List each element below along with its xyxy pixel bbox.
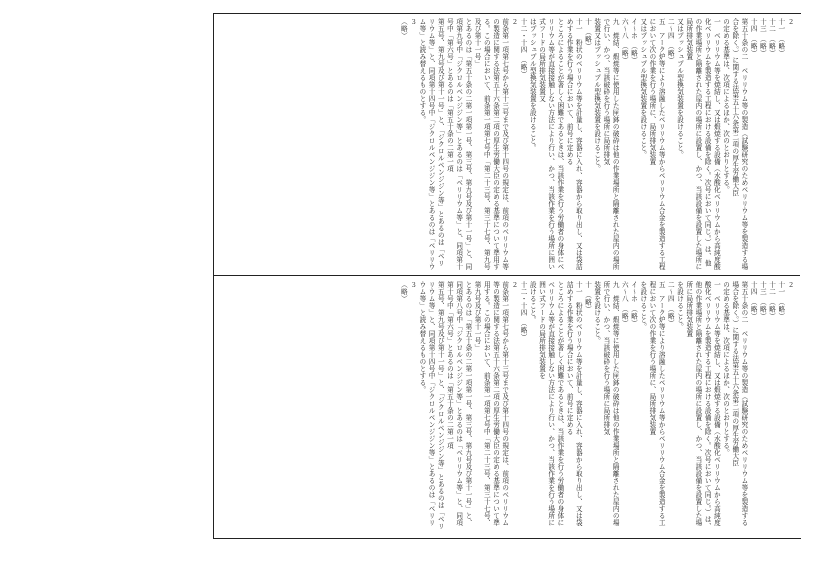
- text-column: 十 （略）: [583, 281, 592, 313]
- text-column: イ〜ホ （略）: [629, 18, 638, 64]
- text-column: 十二・十四 （略）: [519, 281, 528, 341]
- text-column: 十三 （略）: [758, 18, 767, 57]
- text-column: 二〜四 （略）: [666, 18, 675, 64]
- text-column: 第五十条の二 ベリリウム等の製造（試験研究のためベリリウム等を製造する場合を除く。）に関する法第五十六条第二項の厚生労働大臣: [730, 18, 748, 270]
- text-column: 五 アーク炉等により溶融したベリリウム等からベリリウム合金を製造する工程において次の作業を行う場所に、局所排気装置: [647, 281, 666, 526]
- text-column: 第五十条の二 ベリリウム等の製造（試験研究のためベリリウム等を製造する場合を除く。）に関する法第五十六条第二項の厚生労働大臣: [730, 281, 748, 526]
- text-column: 十四 （略）: [749, 281, 758, 320]
- text-column: とあるのは「第五十条の二第一項第一号、第三号、第九号及び第十一号」と、同項第九号中「ジクロルベンジジン等」とあるのは「ベリリウム等」と、同項第十号中「第六号」とあるのは「第五十条の二第一項: [445, 18, 472, 270]
- text-column: 第五号、第九号及び第十一号」と、「ジクロルベンジジン等」とあるのは「ベリリウム等」と、同項第十四号中「ジクロルベンジジン等」とあるのは「ベリリウム等」と読み替えるものとする。: [417, 281, 445, 530]
- text-column: はプッシュプル型換気装置を設けること。: [528, 18, 537, 151]
- text-column: （略）: [399, 281, 408, 302]
- text-column: とあるのは「第五十条の二第一項第一号、第三号、第九号及び第十一号」と、同項第八号中「ジクロルベンジジン等」とあるのは「ベリリウム等」と、同項第十号中「第六号」とあるのは「第五十条の二第一項: [445, 281, 472, 526]
- text-column: 十一 （略）: [776, 281, 785, 320]
- text-column: ２: [509, 18, 518, 25]
- text-column: ３: [408, 281, 417, 288]
- text-column: を設けること。: [638, 281, 647, 330]
- text-column: ２: [509, 281, 518, 288]
- text-column: 五 アーク炉等により溶融したベリリウム等からベリリウム合金を製造する工程において次の作業を行う場所に、局所排気装置: [647, 18, 666, 270]
- text-column: 二〜四 （略）: [666, 281, 675, 327]
- half-divider: [213, 275, 800, 276]
- text-column: ところによることが著しく困難であるときは、当該作業を行う労働者の身体にベリリウム等が直接接触しない方法により行い、かつ、当該作業を行う場所に囲い式フードの局所排気装置を: [537, 281, 564, 526]
- text-column: の定める基準は、次項によるほか、次のとおりとする。: [721, 18, 730, 193]
- text-column: （略）: [399, 18, 408, 39]
- text-column: 第五号、第九号及び第十一号」と、「ジクロルベンジジン等」とあるのは「ベリリウム等」と、同項第十四号中「ジクロルベンジジン等」とあるのは「ベリリウ: [427, 18, 445, 270]
- text-column: 十一 粉状のベリリウム等を計量し、容器に入れ、容器から取り出し、又は袋詰めする作業を行う場合において、前号に定める: [565, 281, 583, 526]
- text-column: 十 （略）: [583, 18, 592, 50]
- text-column: 又はプッシュプル型換気装置を設けること。: [675, 18, 684, 158]
- text-column: 一 ベリリウム等を焼結し、又は煆焼する設備（水酸化ベリリウムから高純度酸化ベリリウムを製造する工程における設備を除く。次号において同じ。）は、他の作業場所と隔離された屋内の場所に設置し、かつ、当該設備を設置した場所に局所排気装置: [684, 281, 721, 530]
- text-column: 前条第一項第七号から第十三号まで及び第十四号の規定は、前項のベリリウム等の製造に関する法第五十六条第二項の厚生労働大臣の定める基準について準用する。この場合において、前条第一項第七号中「第二十三号、第三十七号、第九号及び第十一号」: [473, 281, 509, 526]
- text-column: 十四 （略）: [749, 18, 758, 57]
- revised-text-columns: [219, 18, 794, 270]
- text-column: の定める基準は、次項によるほか、次のとおりとする。: [721, 281, 730, 456]
- current-text-columns: [219, 281, 794, 532]
- text-column: 九 焼結、煆焼等に使用した匣鉢の破砕は他の作業場所と隔離された屋内の場所で行い、かつ、当該破砕を行う場所に局所排気: [601, 281, 620, 526]
- text-column: ム等」と読み替えるものとする。: [417, 18, 426, 123]
- text-column: 装置又はプッシュプル型換気装置を設けること。: [592, 18, 601, 172]
- text-column: 九 焼結、煆焼等に使用した匣鉢の破砕は他の作業場所と隔離された屋内の場所で行い、かつ、当該破砕を行う場所に局所排気: [601, 18, 620, 270]
- text-column: ３: [408, 18, 417, 25]
- text-column: 十三 （略）: [758, 281, 767, 320]
- revised-text-panel: [213, 14, 800, 274]
- text-column: 十一 （略）: [776, 18, 785, 57]
- text-column: 十一 粉状のベリリウム等を計量し、容器に入れ、容器から取り出し、又は袋詰めする作業を行う場合において、前号に定める: [565, 18, 583, 270]
- text-column: 十二 （略）: [767, 281, 776, 320]
- text-column: イ〜ホ （略）: [629, 281, 638, 327]
- text-column: 十二 （略）: [767, 18, 776, 57]
- text-column: 設けること。: [528, 281, 537, 323]
- text-column: 六〜八 （略）: [620, 281, 629, 327]
- text-column: 十二・十四 （略）: [519, 18, 528, 78]
- text-column: 又はプッシュプル型換気装置を設けること。: [638, 18, 647, 158]
- text-column: を設けること。: [675, 281, 684, 330]
- text-column: ２: [786, 281, 794, 288]
- text-column: ２: [786, 18, 794, 25]
- text-column: 一 ベリリウム等を焼結し、又は煆焼する設備（水酸化ベリリウムから高純度酸化ベリリウムを製造する工程における設備を除く。次号において同じ。）は、他の作業場所と隔離された屋内の場所に設置し、かつ、当該設備を設置した場所に局所排気装置: [684, 18, 721, 270]
- text-column: 六〜八 （略）: [620, 18, 629, 64]
- text-column: 装置を設けること。: [592, 281, 601, 344]
- text-column: ところによることが著しく困難であるときは、当該作業を行う労働者の身体にベリリウム等が直接接触しない方法により行い、かつ、当該作業を行う場所に囲い式フードの局所排気装置又: [537, 18, 564, 270]
- text-column: 前条第一項第七号から第十三号まで及び第十四号の規定は、前項のベリリウム等の製造に関する法第五十六条第二項の厚生労働大臣の定める基準について準用する。この場合において、前条第一項第七号中「第二十三号、第三十七号、第九号及び第十一号」: [473, 18, 509, 270]
- current-text-panel: [213, 277, 800, 536]
